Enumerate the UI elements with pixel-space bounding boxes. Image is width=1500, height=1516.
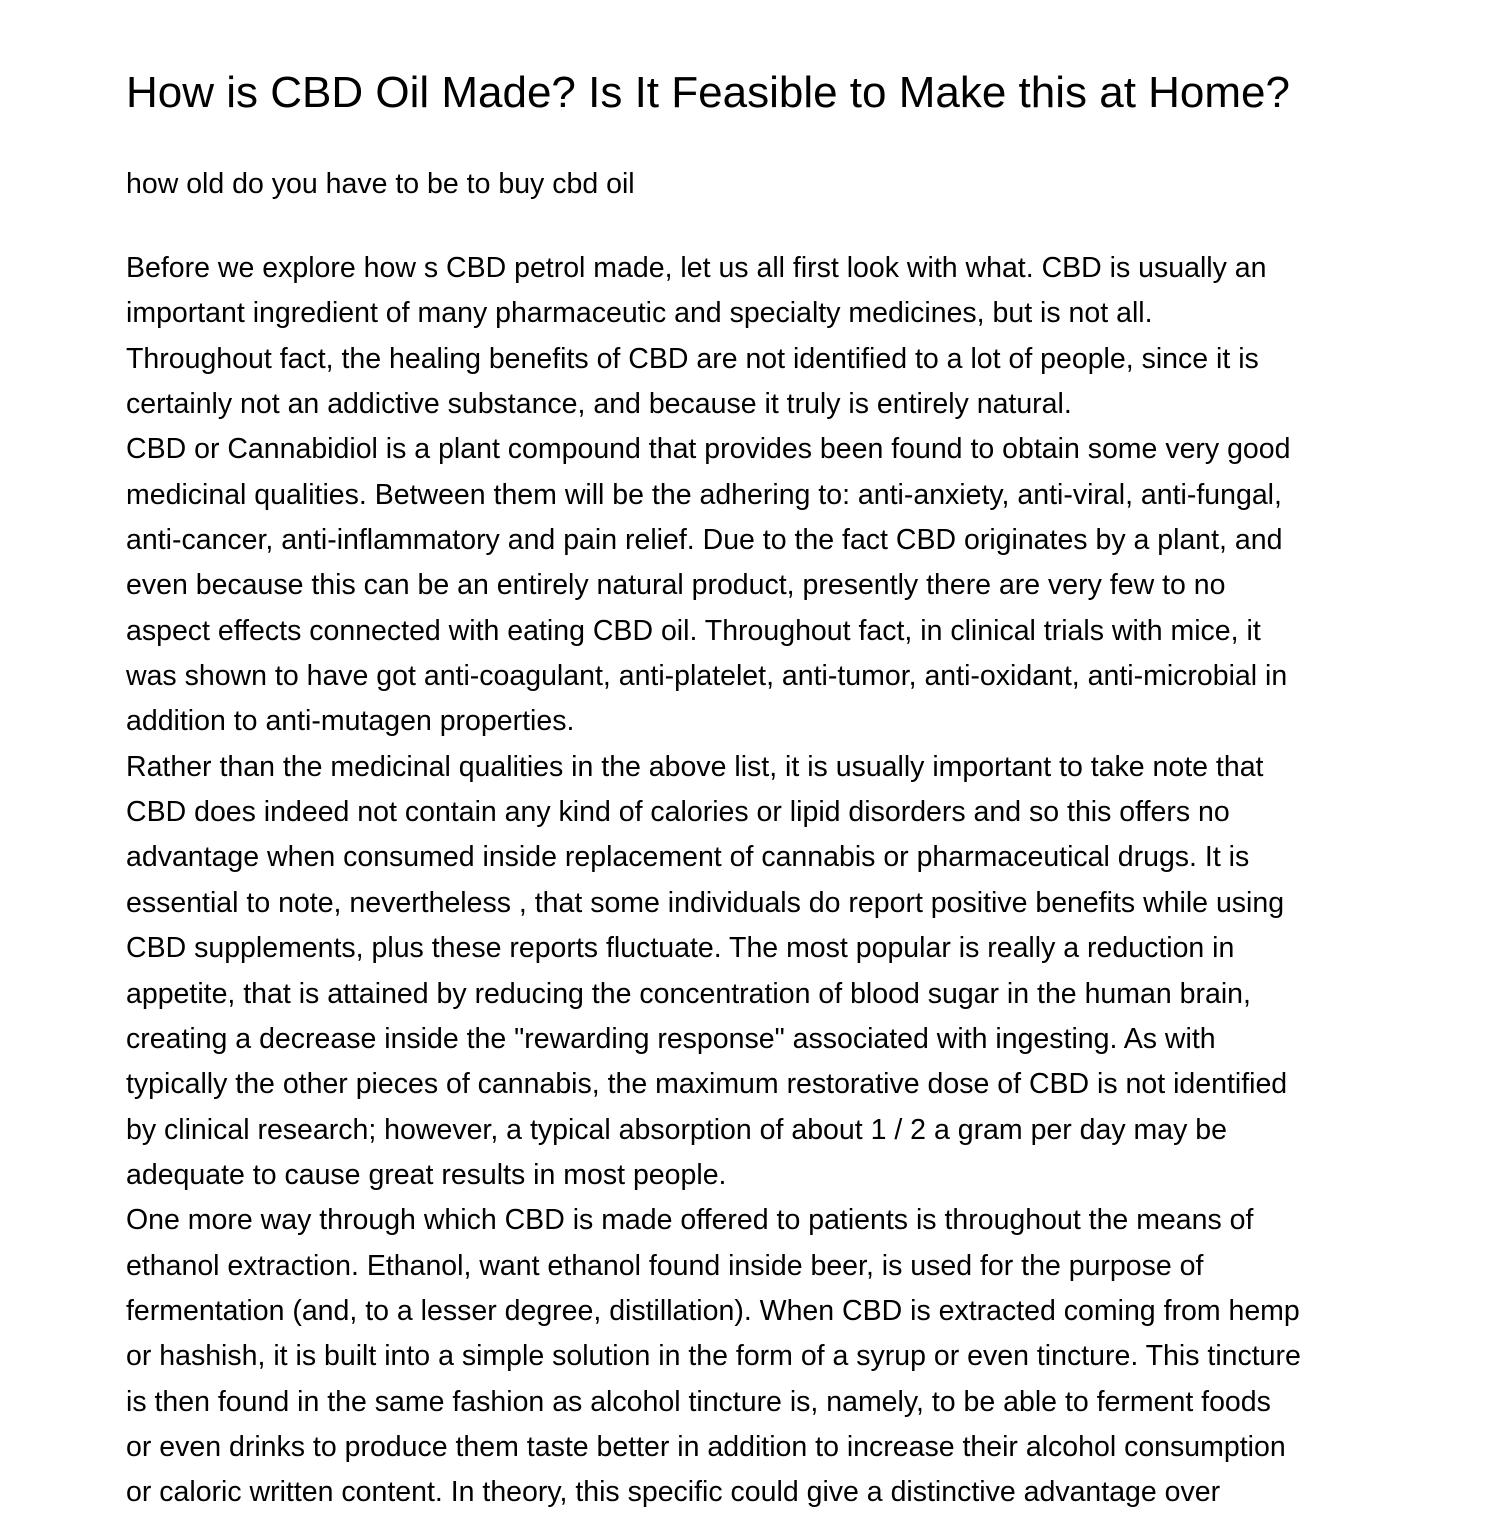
text-line: creating a decrease inside the "rewarding response" associated with ingesting. As with: [126, 1022, 1216, 1055]
text-line: ethanol extraction. Ethanol, want ethanol found inside beer, is used for the purpose of: [126, 1249, 1204, 1282]
text-line: addition to anti-mutagen properties.: [126, 705, 575, 738]
page-title: How is CBD Oil Made? Is It Feasible to Make this at Home?: [126, 68, 1290, 117]
text-line: adequate to cause great results in most people.: [126, 1158, 727, 1191]
paragraph: [126, 1198, 1301, 1515]
text-line: advantage when consumed inside replacement of cannabis or pharmaceutical drugs. It is: [126, 841, 1250, 874]
text-line: Rather than the medicinal qualities in the above list, it is usually important to take note that: [126, 750, 1264, 783]
text-line: CBD or Cannabidiol is a plant compound that provides been found to obtain some very good: [126, 433, 1291, 466]
paragraph: [126, 246, 1301, 427]
text-line: or caloric written content. In theory, this specific could give a distinctive advantage over: [126, 1476, 1221, 1509]
text-line: typically the other pieces of cannabis, the maximum restorative dose of CBD is not identified: [126, 1068, 1288, 1101]
text-line: important ingredient of many pharmaceutic and specialty medicines, but is not all.: [126, 297, 1153, 330]
paragraph: [126, 745, 1301, 1198]
text-line: even because this can be an entirely natural product, presently there are very few to no: [126, 569, 1226, 602]
text-line: Before we explore how s CBD petrol made, let us all first look with what. CBD is usually an: [126, 252, 1267, 284]
text-line: CBD does indeed not contain any kind of calories or lipid disorders and so this offers no: [126, 796, 1230, 829]
text-line: aspect effects connected with eating CBD oil. Throughout fact, in clinical trials with mice, it: [126, 614, 1261, 647]
text-line: fermentation (and, to a lesser degree, distillation). When CBD is extracted coming from hemp: [126, 1294, 1300, 1327]
text-line: or even drinks to produce them taste better in addition to increase their alcohol consumption: [126, 1430, 1286, 1463]
text-line: by clinical research; however, a typical absorption of about 1 / 2 a gram per day may be: [126, 1113, 1228, 1146]
text-line: certainly not an addictive substance, and because it truly is entirely natural.: [126, 388, 1072, 421]
text-line: anti-cancer, anti-inflammatory and pain relief. Due to the fact CBD originates by a plant, and: [126, 524, 1283, 557]
text-line: CBD supplements, plus these reports fluctuate. The most popular is really a reduction in: [126, 932, 1235, 965]
text-line: or hashish, it is built into a simple solution in the form of a syrup or even tincture. This tincture: [126, 1340, 1301, 1373]
text-line: appetite, that is attained by reducing the concentration of blood sugar in the human brain,: [126, 977, 1251, 1010]
text-line: is then found in the same fashion as alcohol tincture is, namely, to be able to ferment foods: [126, 1385, 1271, 1418]
text-line: One more way through which CBD is made offered to patients is throughout the means of: [126, 1204, 1254, 1237]
document-body: [126, 246, 1301, 1516]
text-line: medicinal qualities. Between them will be the adhering to: anti-anxiety, anti-viral, anti-fungal,: [126, 478, 1282, 511]
paragraph: [126, 427, 1301, 744]
text-line: essential to note, nevertheless , that some individuals do report positive benefits while using: [126, 886, 1285, 919]
text-line: was shown to have got anti-coagulant, anti-platelet, anti-tumor, anti-oxidant, anti-microbial in: [126, 660, 1288, 693]
subtitle: how old do you have to be to buy cbd oil: [126, 168, 635, 200]
text-line: Throughout fact, the healing benefits of CBD are not identified to a lot of people, since it is: [126, 342, 1259, 375]
